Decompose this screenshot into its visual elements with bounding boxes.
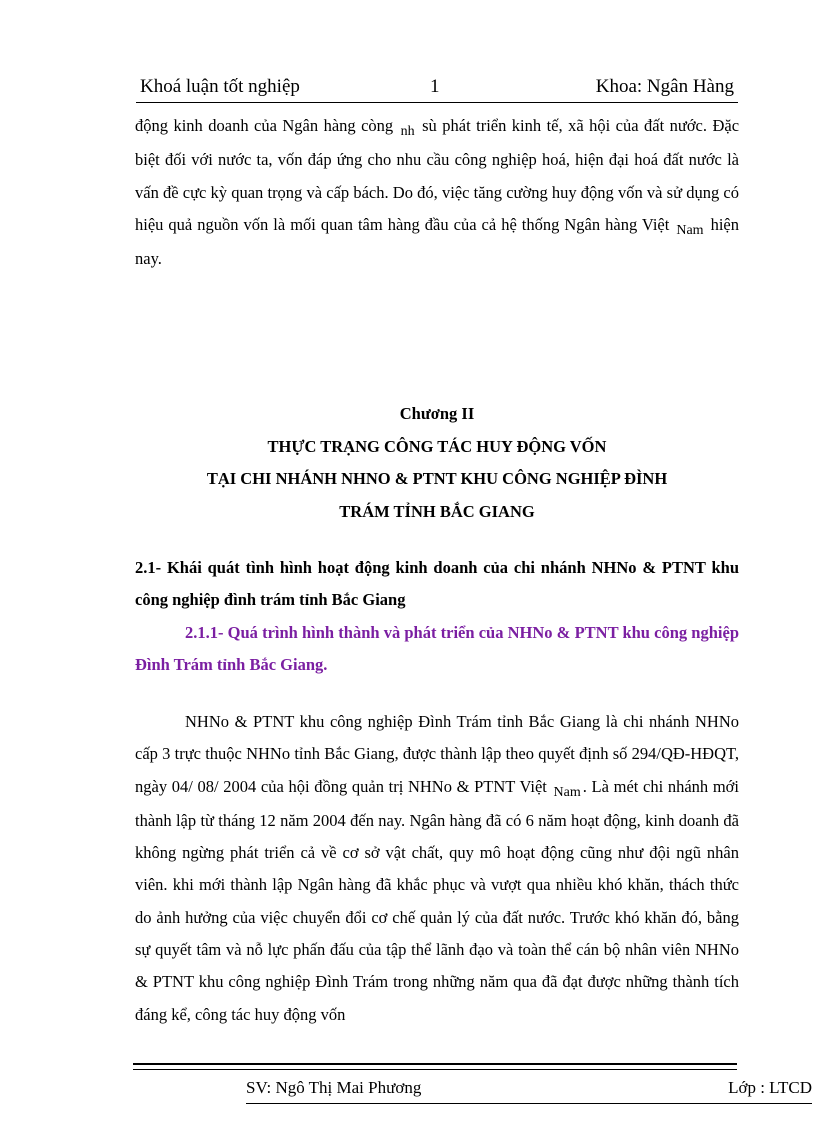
intro-text-3: hiện nay. [135,214,740,269]
chapter-title-line-3: TRÁM TỈNH BẮC GIANG [339,501,535,521]
footer-student: SV: Ngô Thị Mai Phương [246,1078,422,1097]
body-text-1: NHNo & PTNT khu công nghiệp Đình Trám tỉnh Bắc Giang là chi nhánh NHNo cấp 3 trực thuộc NHNo tỉnh Bắc Giang, được thành lập theo quyết định số 294/QĐ-HĐQT, ngày 04/ 08/ 2004 của hội đồng quản trị NHNo & PTNT Việt [135,712,739,796]
footer-divider-thin [133,1069,737,1070]
body-paragraph [135,706,739,1031]
page-header [140,76,734,104]
chapter-label: Chương II [399,404,475,423]
footer-class: Lớp : LTCD [728,1078,812,1097]
footer-divider-thick [133,1063,737,1065]
chapter-title-line-1: THỰC TRẠNG CÔNG TÁC HUY ĐỘNG VỐN [267,436,607,456]
section-heading-2-1: 2.1- Khái quát tình hình hoạt động kinh doanh của chi nhánh NHNo & PTNT khu công nghiệp đình trám tỉnh Bắc Giang [135,558,739,609]
footer-underline [246,1103,812,1104]
body-subscript: Nam [553,784,581,800]
header-thesis-title: Khoá luận tốt nghiệp [140,76,300,97]
subsection-heading-2-1-1: 2.1.1- Quá trình hình thành và phát triển của NHNo & PTNT khu công nghiệp Đình Trám tỉnh Bắc Giang. [135,623,739,674]
chapter-heading [135,398,739,528]
intro-text-2: sù phát triển kinh tế, xã hội của đất nước. Đặc biệt đối với nước ta, vốn đáp ứng cho nhu cầu công nghiệp hoá, hiện đại hoá đất nước là vấn đề cực kỳ quan trọng và cấp bách. Do đó, việc tăng cường huy động vốn và sử dụng có hiệu quả nguồn vốn là mối quan tâm hàng đầu của cả hệ thống Ngân hàng Việt [135,116,740,234]
header-divider [136,102,738,103]
intro-subscript-2: Nam [676,222,704,238]
body-text-2: . Là mét chi nhánh mới thành lập từ tháng 12 năm 2004 đến nay. Ngân hàng đã có 6 năm hoạt động, kinh doanh đã không ngừng phát triển cả về cơ sở vật chất, quy mô hoạt động cũng như đội ngũ nhân viên. khi mới thành lập Ngân hàng đã khắc phục và vượt qua nhiều khó khăn, thách thức do ảnh hưởng của việc chuyển đổi cơ chế quản lý của đất nước. Trước khó khăn đó, bằng sự quyết tâm và nỗ lực phấn đấu của tập thể lãnh đạo và toàn thể cán bộ nhân viên NHNo & PTNT khu công nghiệp Đình Trám trong những năm qua đã đạt được những thành tích đáng kể, công tác huy động vốn [135,776,739,1024]
page-footer [246,1078,812,1102]
chapter-title-line-2: TẠI CHI NHÁNH NHNO & PTNT KHU CÔNG NGHIỆP ĐÌNH [206,469,668,488]
intro-text-1: động kinh doanh của Ngân hàng còng [135,116,394,135]
intro-subscript-1: nh [400,124,415,139]
intro-paragraph [135,110,739,275]
header-faculty: Khoa: Ngân Hàng [595,76,734,97]
page-number: 1 [430,76,440,97]
